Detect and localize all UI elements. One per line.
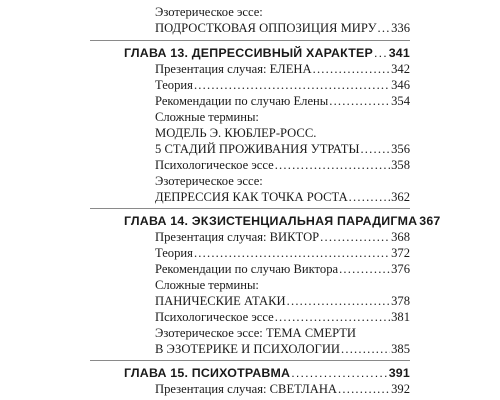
toc-entry [155,93,410,109]
toc-sub-label [155,173,263,189]
page-number: 354 [391,94,410,108]
entry-label: Сложные термины: [155,278,259,292]
page-number: 391 [388,366,410,380]
toc-entry [155,261,410,277]
section-divider [90,360,410,361]
toc-sub-label [155,277,259,293]
page-number: 368 [391,230,410,244]
page-number: 362 [391,190,410,204]
toc-sub-label [155,109,259,125]
dot-leader [291,365,388,381]
toc-entry [155,293,410,309]
dot-leader [360,141,390,157]
chapter-heading [124,213,441,229]
dot-leader [320,229,390,245]
page-number: 336 [391,21,410,35]
page-number: 385 [391,342,410,356]
dot-leader [194,77,390,93]
toc-sub-label [155,325,356,341]
toc-entry [155,309,410,325]
dot-leader [194,245,390,261]
entry-title: Презентация случая: ВИКТОР [155,230,320,244]
entry-label: Сложные термины: [155,110,259,124]
toc-entry [155,341,410,357]
dot-leader [341,341,390,357]
dot-leader [275,309,390,325]
entry-title: Теория [155,246,193,260]
page-number: 358 [391,158,410,172]
toc-entry [155,229,410,245]
page-number: 376 [391,262,410,276]
entry-title: Рекомендации по случаю Елены [155,94,329,108]
page-number: 356 [391,142,410,156]
entry-title: МОДЕЛЬ Э. КЮБЛЕР-РОСС. [155,126,317,140]
toc-entry [155,245,410,261]
page-number: 367 [419,214,441,228]
entry-title: ПАНИЧЕСКИЕ АТАКИ [155,294,286,308]
entry-title: 5 СТАДИЙ ПРОЖИВАНИЯ УТРАТЫ [155,142,360,156]
entry-title: Презентация случая: ЕЛЕНА [155,62,312,76]
section-divider [90,208,410,209]
dot-leader [339,261,390,277]
page-number: 342 [391,62,410,76]
entry-title: Психологическое эссе [155,158,274,172]
entry-title: Теория [155,78,193,92]
page-number: 392 [391,382,410,396]
entry-title: ПОДРОСТКОВАЯ ОППОЗИЦИЯ МИРУ [155,21,377,35]
chapter-heading [124,365,410,381]
entry-title: Презентация случая: СВЕТЛАНА [155,382,338,396]
entry-title: ДЕПРЕССИЯ КАК ТОЧКА РОСТА [155,190,348,204]
dot-leader [338,381,390,397]
dot-leader [329,93,390,109]
toc-entry [155,189,410,205]
entry-title: Эзотерическое эссе: ТЕМА СМЕРТИ [155,326,357,340]
chapter-heading [124,45,410,61]
page-number: 372 [391,246,410,260]
page-number: 381 [391,310,410,324]
dot-leader [275,157,390,173]
entry-title: Психологическое эссе [155,310,274,324]
dot-leader [287,293,390,309]
chapter-title: ГЛАВА 15. ПСИХОТРАВМА [124,366,291,380]
toc-entry [155,77,410,93]
dot-leader [374,45,388,61]
toc-entry [155,61,410,77]
toc-sub-label [155,4,263,20]
dot-leader [349,189,390,205]
toc-entry [155,141,410,157]
page-number: 378 [391,294,410,308]
page-number: 346 [391,78,410,92]
toc-sub-label [155,125,316,141]
entry-title: Рекомендации по случаю Виктора [155,262,339,276]
page-number: 341 [388,46,410,60]
toc-entry [155,157,410,173]
entry-title: В ЭЗОТЕРИКЕ И ПСИХОЛОГИИ [155,342,341,356]
dot-leader [378,20,391,36]
chapter-title: ГЛАВА 13. ДЕПРЕССИВНЫЙ ХАРАКТЕР [124,46,373,60]
entry-label: Эзотерическое эссе: [155,5,263,19]
section-divider [90,40,410,41]
toc-entry [155,20,410,36]
dot-leader [313,61,391,77]
chapter-title: ГЛАВА 14. ЭКЗИСТЕНЦИАЛЬНАЯ ПАРАДИГМА [124,214,418,228]
entry-label: Эзотерическое эссе: [155,174,263,188]
toc-entry [155,381,410,397]
